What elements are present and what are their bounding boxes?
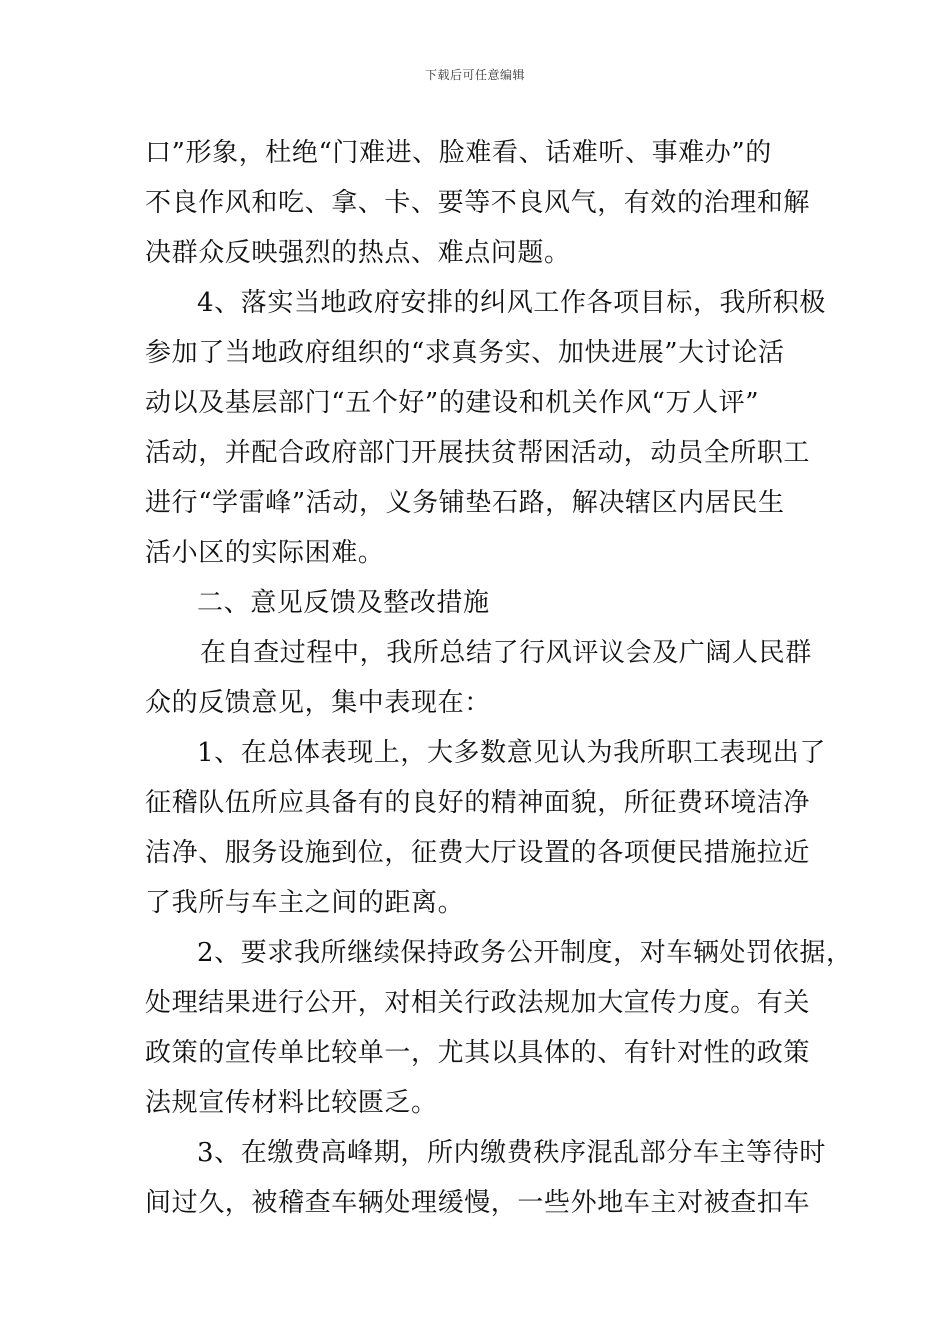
text-line: 众的反馈意见，集中表现在：	[145, 688, 491, 718]
text-line: 决群众反映强烈的热点、难点问题。	[145, 238, 571, 268]
text-line: 不良作风和吃、拿、卡、要等不良风气，有效的治理和解	[145, 188, 811, 218]
text-line: 洁净、服务设施到位，征费大厅设置的各项便民措施拉近	[145, 838, 811, 868]
paragraph-start: 在自查过程中，我所总结了行风评议会及广阔人民群	[200, 638, 812, 668]
text-line: 法规宣传材料比较匮乏。	[145, 1088, 438, 1118]
text-line: 进行“学雷峰”活动，义务铺垫石路，解决辖区内居民生	[145, 488, 785, 518]
section-heading: 二、意见反馈及整改措施	[197, 588, 490, 618]
paragraph-start: 2、要求我所继续保持政务公开制度，对车辆处罚依据，	[197, 938, 853, 968]
text-line: 政策的宣传单比较单一，尤其以具体的、有针对性的政策	[145, 1038, 811, 1068]
text-line: 口”形象，杜绝“门难进、脸难看、话难听、事难办”的	[145, 138, 772, 168]
text-line: 参加了当地政府组织的“求真务实、加快进展”大讨论活	[145, 338, 785, 368]
paragraph-start: 1、在总体表现上，大多数意见认为我所职工表现出了	[197, 738, 826, 768]
header-note: 下载后可任意编辑	[424, 68, 525, 82]
paragraph-start: 4、落实当地政府安排的纠风工作各项目标，我所积极	[197, 288, 826, 318]
text-line: 处理结果进行公开，对相关行政法规加大宣传力度。有关	[145, 988, 811, 1018]
body-text	[145, 128, 853, 1228]
paragraph-start: 3、在缴费高峰期，所内缴费秩序混乱部分车主等待时	[197, 1138, 826, 1168]
text-line: 间过久，被稽查车辆处理缓慢，一些外地车主对被查扣车	[145, 1188, 811, 1218]
text-line: 活动，并配合政府部门开展扶贫帮困活动，动员全所职工	[145, 438, 811, 468]
text-line: 征稽队伍所应具备有的良好的精神面貌，所征费环境洁净	[145, 788, 811, 818]
text-line: 活小区的实际困难。	[145, 538, 385, 568]
text-line: 了我所与车主之间的距离。	[145, 888, 465, 918]
text-line: 动以及基层部门“五个好”的建设和机关作风“万人评”	[145, 388, 760, 418]
